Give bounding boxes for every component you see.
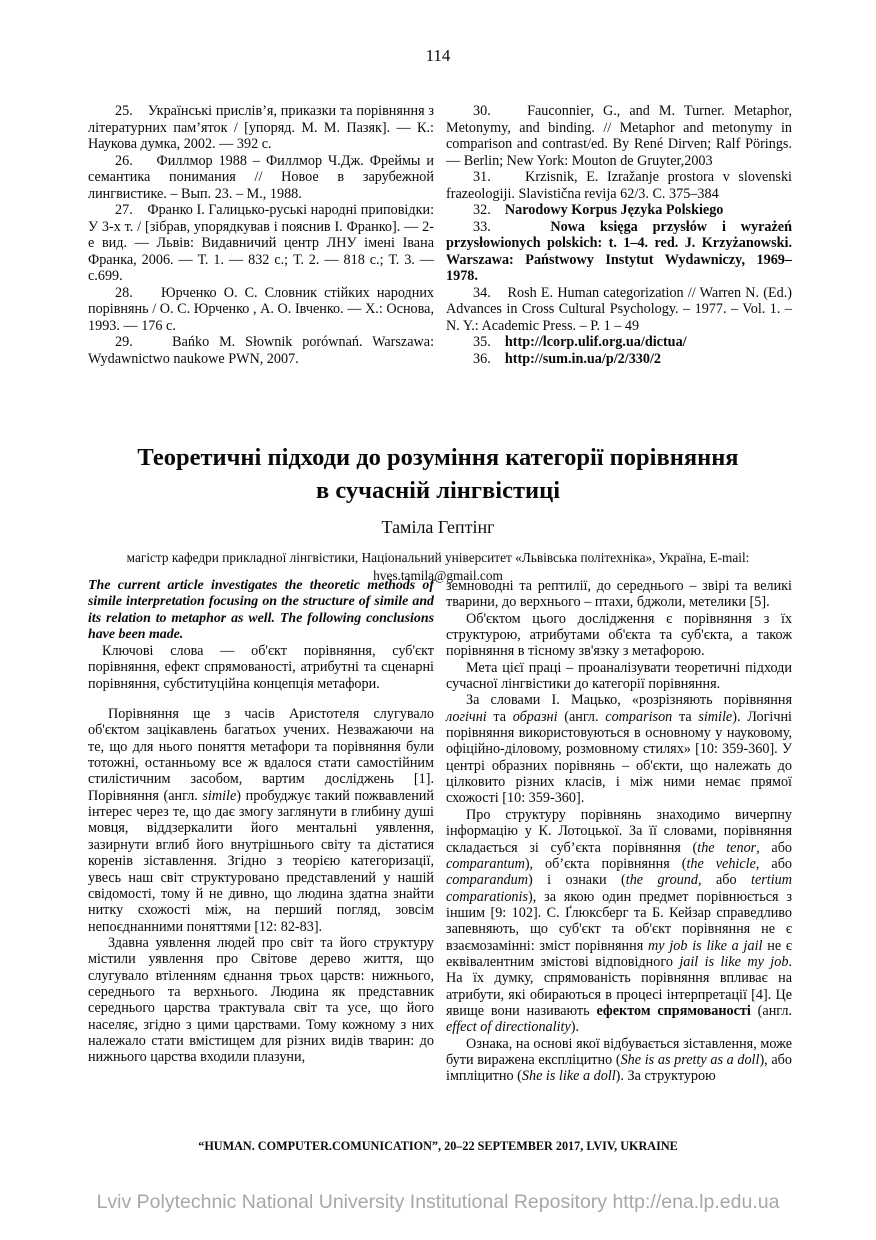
body-paragraph: Ознака, на основі якої відбувається зіставлення, може бути виражена експліцитно (She is as pretty as a doll), або імпліцитно (She is like a doll). За структурою [446, 1035, 792, 1085]
body-paragraph: Мета цієї праці – проаналізувати теоретичні підходи сучасної лінгвістики до категорії порівняння. [446, 659, 792, 693]
article-title-line-2: в сучасній лінгвістиці [315, 477, 561, 504]
keywords-text: Ключові слова — об'єкт порівняння, суб'єкт порівняння, ефект спрямованості, атрибутні та сценарні порівняння, субституційна концепція метафори. [88, 643, 434, 692]
page-number: 114 [425, 46, 451, 65]
conference-footer: “HUMAN. COMPUTER.COMUNICATION”, 20–22 SEPTEMBER 2017, LVIV, UKRAINE [198, 1139, 678, 1153]
reference-item: 30. Fauconnier, G., and M. Turner. Metaphor, Metonymy, and binding. // Metaphor and metonymy in comparison and contrast/ed. By René Dirven; Ralf Pörings. — Berlin; New York: Mouton de Gruyter,2003 [446, 103, 793, 169]
body-paragraph: Об'єктом цього дослідження є порівняння з їх структурою, атрибутами об'єкта та суб'єкта, а також порівняння в тісному зв'язку з метафорою. [446, 610, 792, 660]
author-affiliation: магістр кафедри прикладної лінгвістики, Національний університет «Львівська політехніка», Україна, E-mail: hves.tamila@gmail.com [126, 550, 750, 583]
body-paragraph: Здавна уявлення людей про світ та його структуру містили уявлення про Світове дерево життя, що слугувало втіленням єднання трьох царств: нижнього, середнього та верхнього. Людина як представник середнього царства трактувала світ та усе, що його населяє, згідно з цими царствами. Тому кожному з них належало стати вмістищем для різних видів тварин: до нижнього царства входили плазуни, [88, 934, 434, 1066]
references-section [88, 103, 792, 367]
article-title-line-1: Теоретичні підходи до розуміння категорії порівняння [137, 444, 739, 471]
body-paragraph: земноводні та рептилії, до середнього – звірі та великі тварини, до верхнього – птахи, бджоли, метелики [5]. [446, 578, 792, 611]
body-paragraph: Про структуру порівнянь знаходимо вичерпну інформацію у К. Лотоцької. За її словами, порівняння складається зі суб’єкта порівняння (the tenor, або comparantum), об’єкта порівняння (the vehicle, або comparandum) і ознаки (the ground, або tertium comparationis), за якою один предмет порівнюється з іншим [9: 102]. С. Ґлюксберг та Б. Кейзар справедливо запевняють, що суб'єкт та об'єкт порівняння не є взаємозамінні: зміст порівняння my job is like a jail не є еквівалентним змістові відповідного jail is like my job. На їх думку, спрямованість порівняння впливає на атрибути, які обираються в процесі інтерпретації [4]. Це явище вони називають ефектом спрямованості (англ. effect of directionality). [446, 806, 793, 1036]
reference-item: 35. http://lcorp.ulif.org.ua/dictua/ [473, 334, 687, 350]
repository-watermark: Lviv Polytechnic National University Institutional Repository http://ena.lp.edu.ua [96, 1191, 780, 1213]
reference-item: 31. Krzisnik, E. Izražanje prostora v slovenski frazeologiji. Slavistična revija 62/3. C. 375–384 [446, 169, 792, 202]
references-left-column [88, 103, 434, 367]
references-right-column [446, 103, 792, 367]
body-paragraph: Порівняння ще з часів Аристотеля слугувало об'єктом зацікавлень багатьох учених. Незважаючи на те, що для нього поняття метафори та порівняння були тотожні, останньому все ж вдалося стати самостійним стилістичним засобом, вартим досліджень [1]. Порівняння (англ. simile) пробуджує такий пожвавлений інтерес через те, що дає змогу заглянути в глибину душі мовця, віддзеркалити його ментальні уявлення, зазирнути вглиб його внутрішнього світу та дістатися коренів зіставлення. Згідно з теорією категоризації, увесь наш світ структуровано представлений у нашій свідомості, тому й не дивно, що людина здатна знайти нитку схожості між, на перший погляд, зовсім непоєднанними поняттями [12: 82-83]. [88, 706, 434, 935]
body-left-paragraphs [88, 706, 434, 1066]
body-paragraph: За словами І. Мацько, «розрізняють порівняння логічні та образні (англ. comparison та simile). Логічні порівняння використовуються в основному у науковому, офіційно-діловому, розмовному стилях» [10: 359-360]. У центрі образних порівнянь – об'єкти, що належать до цілковито різних класів, і між ними немає прямої схожості [10: 359-360]. [446, 692, 792, 807]
article-body [88, 578, 792, 1085]
reference-item: 33. Nowa księga przysłów i wyrażeń przysłowionych polskich: t. 1–4. red. J. Krzyżanowski. Warszawa: Państwowy Instytut Wydawniczy, 1969–1978. [446, 218, 792, 284]
body-left-column [88, 578, 434, 1085]
reference-item: 36. http://sum.in.ua/p/2/330/2 [473, 350, 662, 367]
reference-item: 25. Українські прислів’я, приказки та порівняння з літературних пам’яток / [упоряд. М. М. Пазяк]. — К.: Наукова думка, 2002. — 392 с. [88, 103, 435, 152]
body-right-column [446, 578, 792, 1085]
reference-item: 26. Филлмор 1988 – Филлмор Ч.Дж. Фреймы и семантика понимания // Новое в зарубежной лингвистике. – Вып. 23. – М., 1988. [88, 152, 434, 202]
article-header [0, 441, 876, 584]
reference-item: 32. Narodowy Korpus Języka Polskiego [473, 202, 724, 218]
reference-item: 34. Rosh E. Human categorization // Warren N. (Ed.) Advances in Cross Cultural Psychology. – 1977. – Vol. 1. – N. Y.: Academic Press. – P. 1 – 49 [446, 284, 792, 334]
reference-item: 28. Юрченко О. С. Словник стійких народних порівнянь / О. С. Юрченко , А. О. Івченко. — Х.: Основа, 1993. — 176 с. [88, 284, 435, 334]
reference-item: 27. Франко І. Галицько-руські народні приповідки: У 3-х т. / [зібрав, упорядкував і пояснив І. Франко]. — 2-е вид. — Львів: Видавничий центр ЛНУ імені Івана Франка, 2006. — Т. 1. — 832 с.; Т. 2. — 818 с.; Т. 3. — с.699. [88, 202, 435, 284]
author-name: Таміла Гептінг [381, 517, 495, 537]
abstract-text: The current article investigates the theoretic methods of simile interpretation focusing on the structure of simile and its relation to metaphor as well. The following conclusions have been made. [88, 578, 434, 642]
reference-item: 29. Bańko M. Słownik porównań. Warszawa: Wydawnictwo naukowe PWN, 2007. [88, 334, 435, 367]
